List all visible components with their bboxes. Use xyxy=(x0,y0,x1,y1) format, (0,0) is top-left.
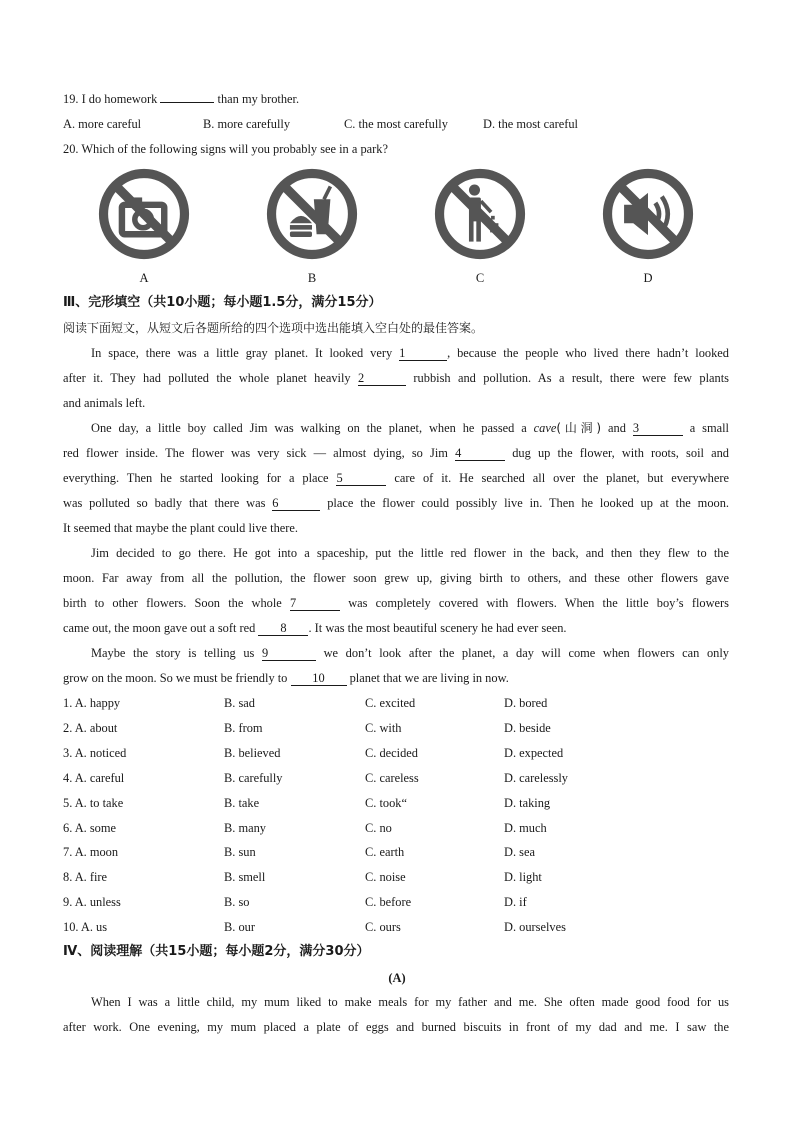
p2-line-2: red flower inside. The flower was very sick — almost dying, so Jim 4 dug up the flower, with roots, soil and xyxy=(63,446,729,460)
passage-a-line-2: after work. One evening, my mum placed a plate of eggs and burned biscuits in front of my dad and me. I saw the xyxy=(63,1020,729,1034)
choice-q4-b[interactable]: B. carefully xyxy=(224,770,283,785)
cloze-blank-10[interactable]: 10 xyxy=(291,672,347,686)
choice-q10-c[interactable]: C. ours xyxy=(365,920,401,935)
choice-q8-a[interactable]: 8. A. fire xyxy=(63,870,108,885)
cloze-blank-7[interactable]: 7 xyxy=(290,597,340,611)
choice-q9-c[interactable]: C. before xyxy=(365,895,412,910)
section-3-instruction: 阅读下面短文，从短文后各题所给的四个选项中选出能填入空白处的最佳答案。 xyxy=(63,321,484,335)
no-camera-icon[interactable] xyxy=(98,168,190,260)
choice-q1-a[interactable]: 1. A. happy xyxy=(63,696,121,710)
cloze-blank-9[interactable]: 9 xyxy=(262,647,316,661)
cloze-blank-1[interactable]: 1 xyxy=(399,347,447,361)
choice-q3-a[interactable]: 3. A. noticed xyxy=(63,745,127,760)
sign-label-c: C xyxy=(475,271,485,285)
choice-q9-a[interactable]: 9. A. unless xyxy=(63,895,121,910)
choice-q2-b[interactable]: B. from xyxy=(224,720,263,735)
p1-line-3: and animals left. xyxy=(63,396,146,410)
cloze-blank-3[interactable]: 3 xyxy=(633,422,683,436)
choice-q4-a[interactable]: 4. A. careful xyxy=(63,770,125,785)
choice-q2-d[interactable]: D. beside xyxy=(504,720,551,735)
p4-line-1: Maybe the story is telling us 9 we don’t look after the planet, a day will come when flowers can only xyxy=(91,646,729,660)
choice-q5-b[interactable]: B. take xyxy=(224,795,260,810)
no-food-drink-icon[interactable] xyxy=(266,168,358,260)
question-19-text-after: than my brother. xyxy=(217,92,300,106)
p4-line-2: grow on the moon. So we must be friendly to 10 planet that we are living in now. xyxy=(63,671,509,685)
cloze-blank-6[interactable]: 6 xyxy=(272,497,320,511)
cloze-blank-4[interactable]: 4 xyxy=(455,447,505,461)
question-19-text-before: 19. I do homework xyxy=(63,92,158,106)
choice-q4-d[interactable]: D. carelessly xyxy=(504,770,568,785)
cloze-blank-2[interactable]: 2 xyxy=(358,372,406,386)
section-4-heading: Ⅳ、阅读理解（共15小题；每小题2分，满分30分） xyxy=(63,944,370,959)
answer-blank-19[interactable] xyxy=(160,102,214,103)
passage-a-label: (A) xyxy=(388,971,406,985)
cloze-blank-5[interactable]: 5 xyxy=(336,472,386,486)
sign-label-d: D xyxy=(643,271,653,285)
choice-q5-c[interactable]: C. took“ xyxy=(365,795,407,810)
choice-q1-b[interactable]: B. sad xyxy=(224,696,255,710)
choice-q3-b[interactable]: B. believed xyxy=(224,745,281,760)
choice-q10-a[interactable]: 10. A. us xyxy=(63,920,108,935)
choice-q7-c[interactable]: C. earth xyxy=(365,845,405,860)
choice-q8-d[interactable]: D. light xyxy=(504,870,542,885)
p2-line-1: One day, a little boy called Jim was walking on the planet, when he passed a cave(山洞) and 3 a small xyxy=(91,421,729,435)
choice-q7-b[interactable]: B. sun xyxy=(224,845,256,860)
p2-line-4: was polluted so badly that there was 6 place the flower could possibly live in. Then he looked up at the moon. xyxy=(63,496,730,510)
choice-q5-a[interactable]: 5. A. to take xyxy=(63,795,124,810)
choice-q2-a[interactable]: 2. A. about xyxy=(63,720,118,735)
choice-q6-c[interactable]: C. no xyxy=(365,820,392,835)
choice-q1-d[interactable]: D. bored xyxy=(504,696,548,710)
cave-word: cave xyxy=(533,421,557,435)
p3-line-1: Jim decided to go there. He got into a spaceship, put the little red flower in the back, and then they flew to the xyxy=(91,546,729,560)
choice-q6-d[interactable]: D. much xyxy=(504,820,547,835)
choice-q5-d[interactable]: D. taking xyxy=(504,795,551,810)
section-3-heading: Ⅲ、完形填空（共10小题；每小题1.5分，满分15分） xyxy=(63,295,382,310)
choice-q6-b[interactable]: B. many xyxy=(224,820,266,835)
choice-q7-d[interactable]: D. sea xyxy=(504,845,535,860)
p3-line-3: birth to other flowers. Soon the whole 7 was completely covered with flowers. When the little boy’s flowers xyxy=(63,596,729,610)
q19-option-d[interactable]: D. the most careful xyxy=(483,117,578,131)
question-20-text: 20. Which of the following signs will you probably see in a park? xyxy=(63,142,388,156)
choice-q10-d[interactable]: D. ourselves xyxy=(504,920,566,935)
choice-q10-b[interactable]: B. our xyxy=(224,920,255,935)
q19-option-b[interactable]: B. more carefully xyxy=(203,117,291,131)
p2-line-5: It seemed that maybe the plant could live there. xyxy=(63,521,298,535)
q19-option-c[interactable]: C. the most carefully xyxy=(344,117,448,131)
choice-q6-a[interactable]: 6. A. some xyxy=(63,820,117,835)
q19-option-a[interactable]: A. more careful xyxy=(63,117,142,131)
p2-line-3: everything. Then he started looking for a place 5 care of it. He searched all over the planet, but everywhere xyxy=(63,471,729,485)
choice-q3-c[interactable]: C. decided xyxy=(365,745,418,760)
sign-label-b: B xyxy=(307,271,317,285)
choice-q3-d[interactable]: D. expected xyxy=(504,745,564,760)
p1-line-2: after it. They had polluted the whole planet heavily 2 rubbish and pollution. As a result, there were few plants xyxy=(63,371,729,385)
choice-q4-c[interactable]: C. careless xyxy=(365,770,419,785)
no-sound-icon[interactable] xyxy=(602,168,694,260)
question-19 xyxy=(63,91,299,107)
p1-line-1: In space, there was a little gray planet. It looked very 1 , because the people who lived there hadn’t looked xyxy=(91,346,729,360)
sign-label-a: A xyxy=(139,271,149,285)
choice-q7-a[interactable]: 7. A. moon xyxy=(63,845,119,860)
choice-q9-d[interactable]: D. if xyxy=(504,895,527,910)
choice-q1-c[interactable]: C. excited xyxy=(365,696,416,710)
choice-q8-c[interactable]: C. noise xyxy=(365,870,406,885)
p3-line-2: moon. Far away from all the pollution, the flower soon grew up, giving birth to others, and these other flowers gave xyxy=(63,571,729,585)
passage-a-line-1: When I was a little child, my mum liked to make meals for my father and me. She often made good food for us xyxy=(91,995,729,1009)
p3-line-4: came out, the moon gave out a soft red 8 . It was the most beautiful scenery he had ever seen. xyxy=(63,621,567,635)
no-littering-icon[interactable] xyxy=(434,168,526,260)
cloze-blank-8[interactable]: 8 xyxy=(258,622,308,636)
choice-q9-b[interactable]: B. so xyxy=(224,895,250,910)
choice-q8-b[interactable]: B. smell xyxy=(224,870,266,885)
choice-q2-c[interactable]: C. with xyxy=(365,720,402,735)
